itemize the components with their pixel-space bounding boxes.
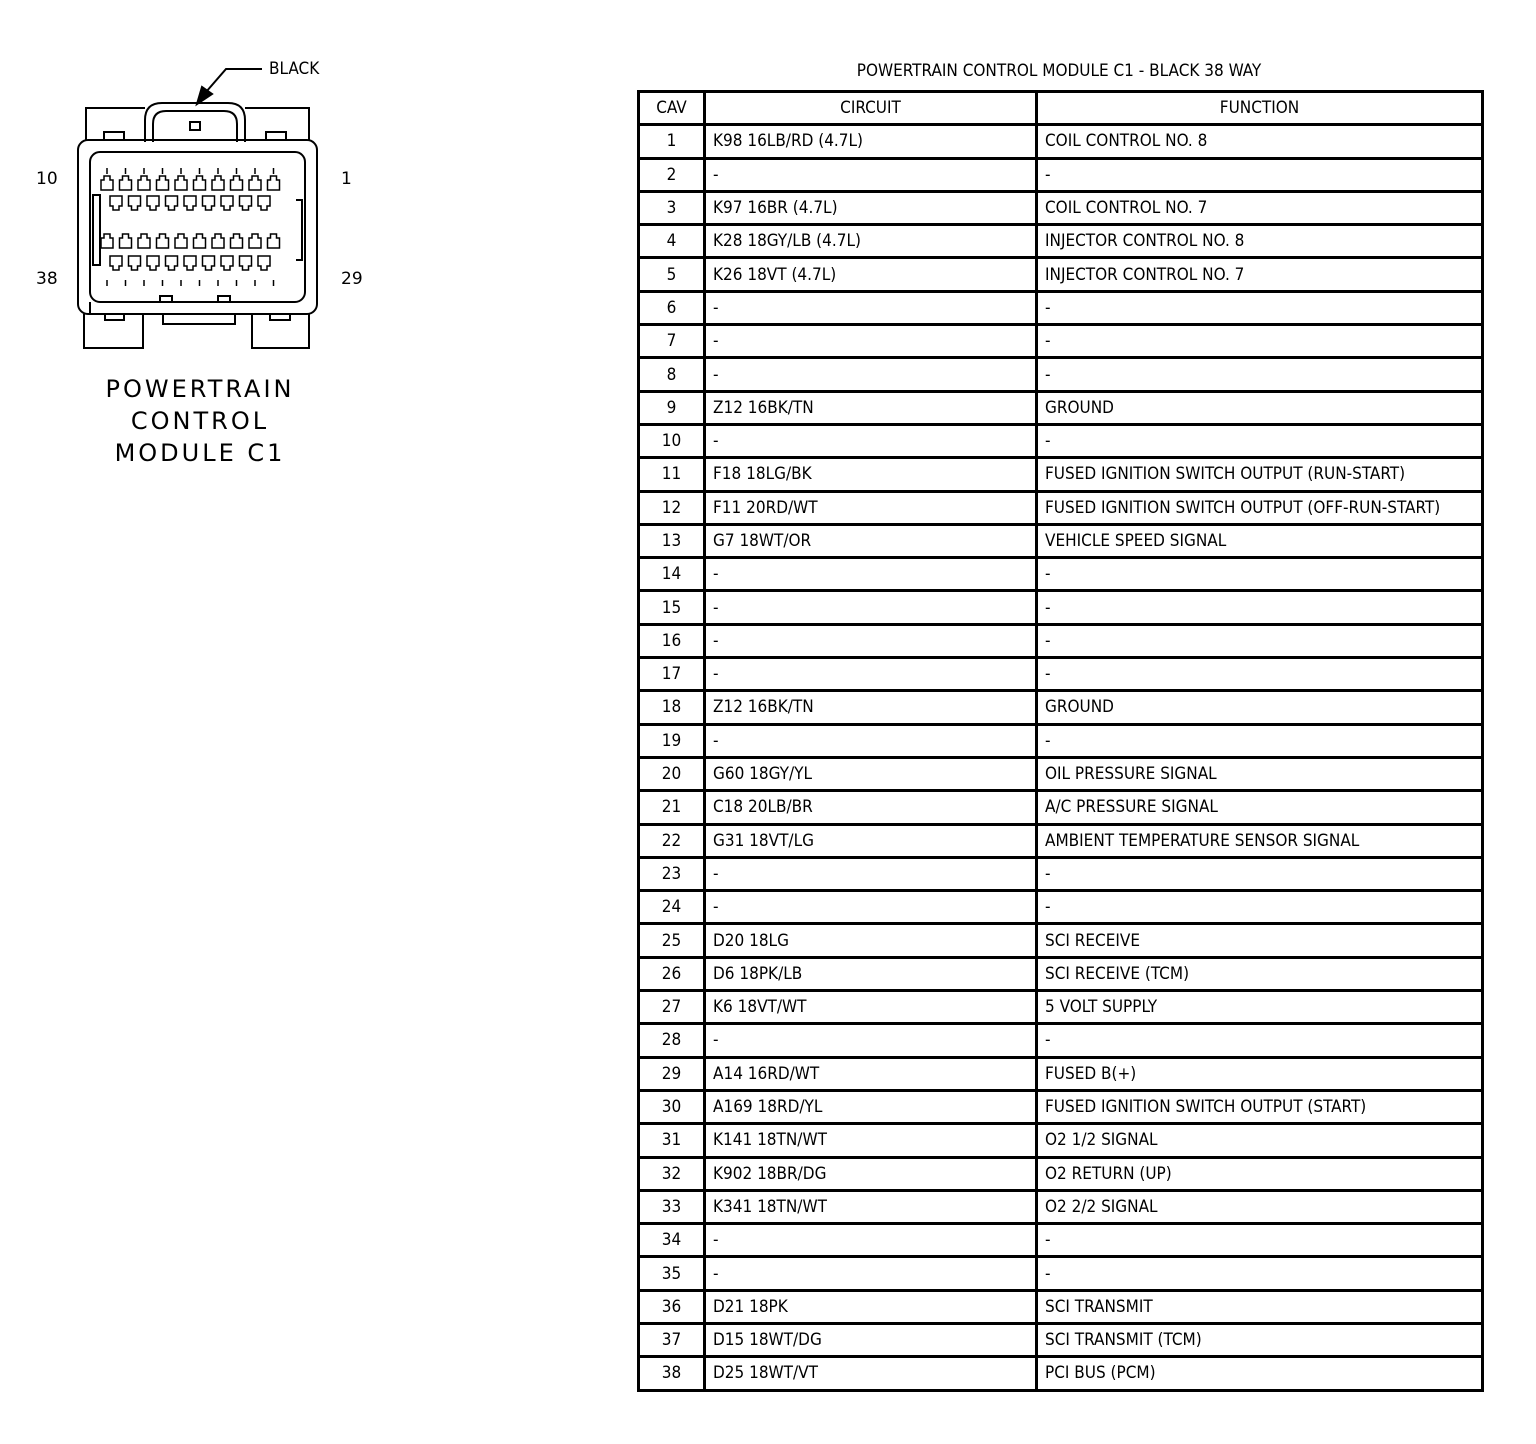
- circuit-cell: K902 18BR/DG: [705, 1157, 1037, 1190]
- color-leader-line: [206, 69, 262, 92]
- table-row: [639, 791, 1483, 824]
- pin-cavity: [184, 256, 196, 270]
- cav-cell: 2: [639, 158, 705, 191]
- pin-cavity: [147, 256, 159, 270]
- circuit-cell: D21 18PK: [705, 1290, 1037, 1323]
- pin-cavity: [166, 196, 178, 210]
- circuit-cell: K28 18GY/LB (4.7L): [705, 225, 1037, 258]
- table-row: [639, 1190, 1483, 1223]
- pin-cavity: [129, 196, 141, 210]
- pin-cavity: [138, 176, 150, 190]
- cav-cell: 15: [639, 591, 705, 624]
- cav-cell: 9: [639, 391, 705, 424]
- pin-label-top-right: 1: [341, 169, 352, 189]
- pin-label-bottom-right: 29: [341, 269, 363, 289]
- table-row: [639, 358, 1483, 391]
- pin-cavity: [120, 176, 132, 190]
- table-row: [639, 258, 1483, 291]
- function-cell: FUSED B(+): [1037, 1057, 1483, 1090]
- circuit-cell: -: [705, 358, 1037, 391]
- table-row: [639, 624, 1483, 657]
- function-cell: GROUND: [1037, 691, 1483, 724]
- cav-cell: 12: [639, 491, 705, 524]
- function-cell: O2 1/2 SIGNAL: [1037, 1124, 1483, 1157]
- cav-cell: 13: [639, 524, 705, 557]
- table-row: [639, 524, 1483, 557]
- table-row: [639, 1224, 1483, 1257]
- circuit-cell: D20 18LG: [705, 924, 1037, 957]
- circuit-cell: K141 18TN/WT: [705, 1124, 1037, 1157]
- function-cell: -: [1037, 424, 1483, 457]
- pin-cavity: [101, 234, 113, 248]
- function-cell: -: [1037, 857, 1483, 890]
- function-cell: FUSED IGNITION SWITCH OUTPUT (START): [1037, 1090, 1483, 1123]
- circuit-cell: C18 20LB/BR: [705, 791, 1037, 824]
- pin-label-bottom-left: 38: [36, 269, 58, 289]
- pin-cavity: [249, 234, 261, 248]
- circuit-cell: D25 18WT/VT: [705, 1357, 1037, 1390]
- pin-cavity: [184, 196, 196, 210]
- circuit-cell: -: [705, 891, 1037, 924]
- function-cell: -: [1037, 158, 1483, 191]
- cav-cell: 37: [639, 1323, 705, 1356]
- circuit-cell: Z12 16BK/TN: [705, 691, 1037, 724]
- connector-name-line-1: POWERTRAIN: [105, 375, 295, 403]
- cav-cell: 6: [639, 291, 705, 324]
- pin-cavities: [101, 168, 280, 286]
- table-row: [639, 1157, 1483, 1190]
- table-row: [639, 458, 1483, 491]
- pinout-table: [637, 90, 1484, 1392]
- table-row: [639, 1257, 1483, 1290]
- cav-cell: 26: [639, 957, 705, 990]
- table-row: [639, 1090, 1483, 1123]
- cav-cell: 18: [639, 691, 705, 724]
- circuit-cell: A169 18RD/YL: [705, 1090, 1037, 1123]
- table-row: [639, 857, 1483, 890]
- table-row: [639, 125, 1483, 158]
- function-cell: -: [1037, 291, 1483, 324]
- function-cell: SCI TRANSMIT: [1037, 1290, 1483, 1323]
- table-row: [639, 924, 1483, 957]
- circuit-cell: A14 16RD/WT: [705, 1057, 1037, 1090]
- function-cell: -: [1037, 358, 1483, 391]
- function-cell: A/C PRESSURE SIGNAL: [1037, 791, 1483, 824]
- circuit-cell: K341 18TN/WT: [705, 1190, 1037, 1223]
- circuit-cell: -: [705, 857, 1037, 890]
- cav-cell: 10: [639, 424, 705, 457]
- function-cell: -: [1037, 1224, 1483, 1257]
- circuit-cell: -: [705, 1024, 1037, 1057]
- cav-cell: 7: [639, 325, 705, 358]
- pin-cavity: [249, 176, 261, 190]
- header-cav: CAV: [656, 98, 687, 119]
- function-cell: -: [1037, 1257, 1483, 1290]
- table-row: [639, 991, 1483, 1024]
- circuit-cell: K6 18VT/WT: [705, 991, 1037, 1024]
- pin-label-top-left: 10: [36, 169, 58, 189]
- circuit-cell: K98 16LB/RD (4.7L): [705, 125, 1037, 158]
- table-row: [639, 658, 1483, 691]
- cav-cell: 35: [639, 1257, 705, 1290]
- pin-cavity: [268, 234, 280, 248]
- header-circuit: CIRCUIT: [705, 92, 1037, 125]
- table-row: [639, 391, 1483, 424]
- connector-name: [60, 373, 340, 469]
- pin-cavity: [240, 256, 252, 270]
- pin-cavity: [157, 176, 169, 190]
- table-row: [639, 591, 1483, 624]
- circuit-cell: G7 18WT/OR: [705, 524, 1037, 557]
- table-row: [639, 1057, 1483, 1090]
- circuit-cell: G60 18GY/YL: [705, 757, 1037, 790]
- cav-cell: 8: [639, 358, 705, 391]
- circuit-cell: Z12 16BK/TN: [705, 391, 1037, 424]
- function-cell: FUSED IGNITION SWITCH OUTPUT (OFF-RUN-START): [1037, 491, 1483, 524]
- function-cell: O2 2/2 SIGNAL: [1037, 1190, 1483, 1223]
- circuit-cell: -: [705, 325, 1037, 358]
- table-row: [639, 225, 1483, 258]
- pin-cavity: [240, 196, 252, 210]
- cav-cell: 23: [639, 857, 705, 890]
- function-cell: INJECTOR CONTROL NO. 8: [1037, 225, 1483, 258]
- function-cell: -: [1037, 624, 1483, 657]
- cav-cell: 22: [639, 824, 705, 857]
- circuit-cell: -: [705, 624, 1037, 657]
- connector-color-label: BLACK: [269, 59, 320, 79]
- header-function: FUNCTION: [1037, 92, 1483, 125]
- pin-cavity: [175, 234, 187, 248]
- cav-cell: 3: [639, 191, 705, 224]
- circuit-cell: -: [705, 424, 1037, 457]
- pin-cavity: [212, 176, 224, 190]
- function-cell: -: [1037, 558, 1483, 591]
- cav-cell: 19: [639, 724, 705, 757]
- pin-cavity: [129, 256, 141, 270]
- table-row: [639, 1024, 1483, 1057]
- pin-cavity: [110, 196, 122, 210]
- function-cell: GROUND: [1037, 391, 1483, 424]
- cav-cell: 29: [639, 1057, 705, 1090]
- function-cell: -: [1037, 658, 1483, 691]
- cav-cell: 32: [639, 1157, 705, 1190]
- table-row: [639, 691, 1483, 724]
- pin-cavity: [231, 234, 243, 248]
- top-right-ear: [245, 108, 309, 140]
- pin-cavity: [194, 234, 206, 248]
- table-row: [639, 558, 1483, 591]
- table-row: [639, 891, 1483, 924]
- cav-cell: 28: [639, 1024, 705, 1057]
- pin-cavity: [221, 256, 233, 270]
- cav-cell: 11: [639, 458, 705, 491]
- table-row: [639, 1323, 1483, 1356]
- function-cell: AMBIENT TEMPERATURE SENSOR SIGNAL: [1037, 824, 1483, 857]
- function-cell: INJECTOR CONTROL NO. 7: [1037, 258, 1483, 291]
- circuit-cell: F18 18LG/BK: [705, 458, 1037, 491]
- cav-cell: 30: [639, 1090, 705, 1123]
- circuit-cell: -: [705, 158, 1037, 191]
- cav-cell: 27: [639, 991, 705, 1024]
- pin-cavity: [101, 176, 113, 190]
- function-cell: SCI TRANSMIT (TCM): [1037, 1323, 1483, 1356]
- connector-inner: [90, 152, 305, 302]
- function-cell: VEHICLE SPEED SIGNAL: [1037, 524, 1483, 557]
- circuit-cell: -: [705, 658, 1037, 691]
- pin-cavity: [138, 234, 150, 248]
- table-row: [639, 191, 1483, 224]
- function-cell: -: [1037, 724, 1483, 757]
- function-cell: -: [1037, 891, 1483, 924]
- pin-cavity: [110, 256, 122, 270]
- cav-cell: 36: [639, 1290, 705, 1323]
- circuit-cell: -: [705, 558, 1037, 591]
- circuit-cell: -: [705, 291, 1037, 324]
- cav-cell: 33: [639, 1190, 705, 1223]
- connector-name-line-3: MODULE C1: [114, 439, 286, 467]
- cav-cell: 24: [639, 891, 705, 924]
- circuit-cell: D6 18PK/LB: [705, 957, 1037, 990]
- function-cell: SCI RECEIVE (TCM): [1037, 957, 1483, 990]
- table-header-row: [639, 92, 1483, 125]
- circuit-cell: -: [705, 1257, 1037, 1290]
- pin-cavity: [258, 256, 270, 270]
- color-arrow-head: [197, 87, 212, 104]
- function-cell: COIL CONTROL NO. 8: [1037, 125, 1483, 158]
- table-row: [639, 757, 1483, 790]
- circuit-cell: -: [705, 1224, 1037, 1257]
- table-row: [639, 1357, 1483, 1390]
- connector-body: [78, 140, 317, 314]
- cav-cell: 5: [639, 258, 705, 291]
- circuit-cell: F11 20RD/WT: [705, 491, 1037, 524]
- pin-cavity: [221, 196, 233, 210]
- table-row: [639, 824, 1483, 857]
- cav-cell: 16: [639, 624, 705, 657]
- cav-cell: 14: [639, 558, 705, 591]
- cav-cell: 4: [639, 225, 705, 258]
- cav-cell: 20: [639, 757, 705, 790]
- connector-name-line-2: CONTROL: [130, 407, 270, 435]
- function-cell: PCI BUS (PCM): [1037, 1357, 1483, 1390]
- circuit-cell: K26 18VT (4.7L): [705, 258, 1037, 291]
- pin-cavity: [120, 234, 132, 248]
- pin-cavity: [258, 196, 270, 210]
- table-row: [639, 1290, 1483, 1323]
- circuit-cell: -: [705, 724, 1037, 757]
- function-cell: 5 VOLT SUPPLY: [1037, 991, 1483, 1024]
- function-cell: -: [1037, 325, 1483, 358]
- cav-cell: 21: [639, 791, 705, 824]
- pin-cavity: [203, 196, 215, 210]
- pin-cavity: [166, 256, 178, 270]
- cav-cell: 1: [639, 125, 705, 158]
- table-row: [639, 325, 1483, 358]
- pin-cavity: [194, 176, 206, 190]
- circuit-cell: D15 18WT/DG: [705, 1323, 1037, 1356]
- cav-cell: 25: [639, 924, 705, 957]
- pin-cavity: [147, 196, 159, 210]
- table-row: [639, 424, 1483, 457]
- table-row: [639, 724, 1483, 757]
- pin-cavity: [203, 256, 215, 270]
- function-cell: SCI RECEIVE: [1037, 924, 1483, 957]
- table-row: [639, 158, 1483, 191]
- circuit-cell: -: [705, 591, 1037, 624]
- function-cell: COIL CONTROL NO. 7: [1037, 191, 1483, 224]
- cav-cell: 38: [639, 1357, 705, 1390]
- function-cell: O2 RETURN (UP): [1037, 1157, 1483, 1190]
- function-cell: -: [1037, 591, 1483, 624]
- pin-cavity: [231, 176, 243, 190]
- circuit-cell: G31 18VT/LG: [705, 824, 1037, 857]
- table-row: [639, 957, 1483, 990]
- pin-cavity: [175, 176, 187, 190]
- cav-cell: 17: [639, 658, 705, 691]
- pin-cavity: [212, 234, 224, 248]
- circuit-cell: K97 16BR (4.7L): [705, 191, 1037, 224]
- pin-cavity: [268, 176, 280, 190]
- table-row: [639, 1124, 1483, 1157]
- top-left-ear: [86, 108, 145, 140]
- cav-cell: 31: [639, 1124, 705, 1157]
- function-cell: -: [1037, 1024, 1483, 1057]
- cav-cell: 34: [639, 1224, 705, 1257]
- table-title: POWERTRAIN CONTROL MODULE C1 - BLACK 38 WAY: [856, 61, 1262, 81]
- function-cell: FUSED IGNITION SWITCH OUTPUT (RUN-START): [1037, 458, 1483, 491]
- table-row: [639, 291, 1483, 324]
- table-row: [639, 491, 1483, 524]
- function-cell: OIL PRESSURE SIGNAL: [1037, 757, 1483, 790]
- pin-cavity: [157, 234, 169, 248]
- bottom-key: [163, 314, 235, 324]
